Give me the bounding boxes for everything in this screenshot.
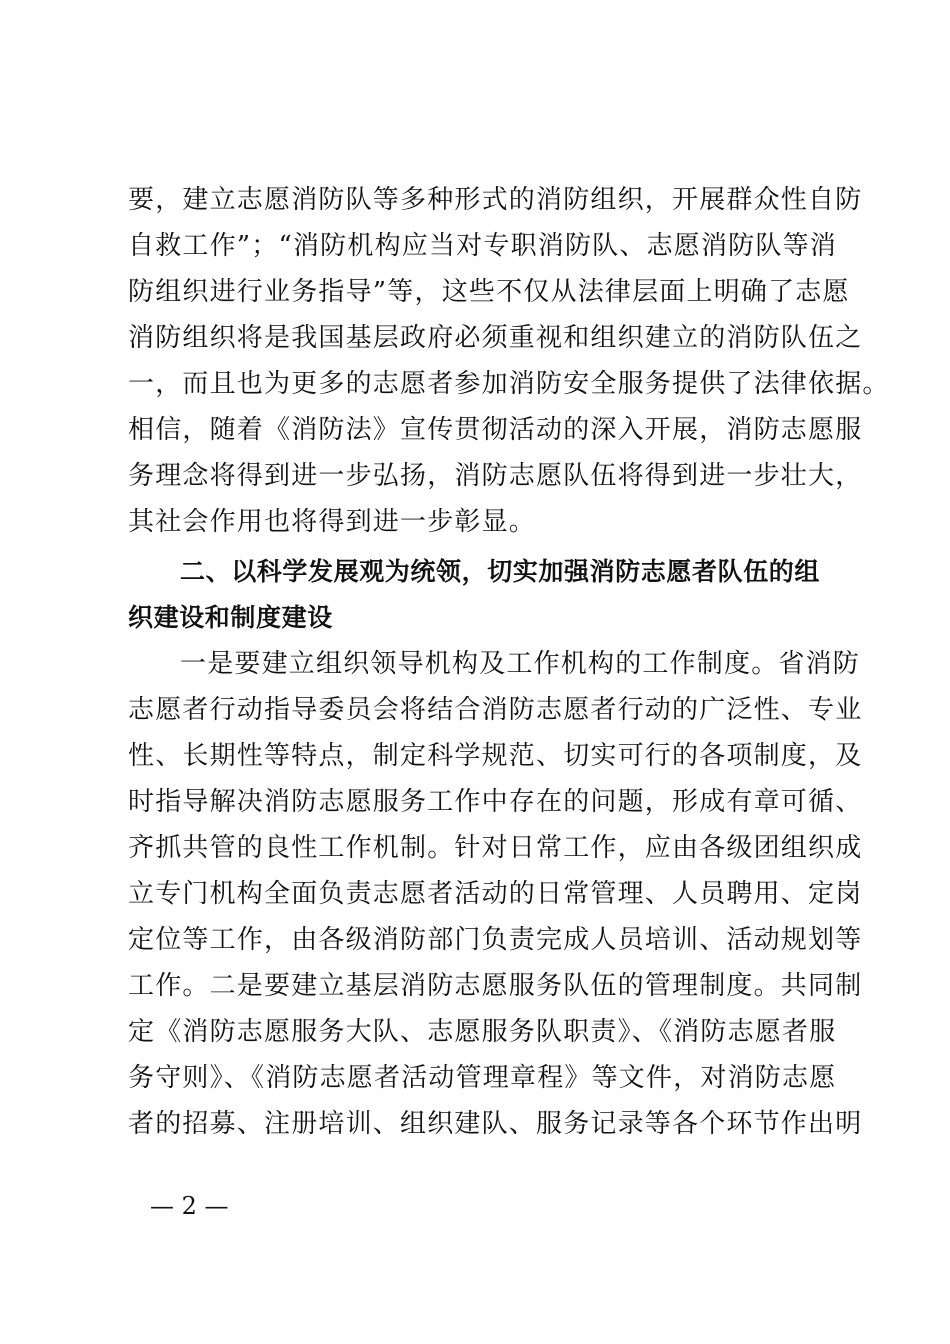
body-text-line: 消防组织将是我国基层政府必须重视和组织建立的消防队伍之 <box>128 323 863 353</box>
section-heading-line: 织建设和制度建设 <box>128 603 333 632</box>
body-text-line: 相信，随着《消防法》宣传贯彻活动的深入开展，消防志愿服 <box>128 415 863 445</box>
section-text-line: 务守则》、《消防志愿者活动管理章程》等文件，对消防志愿 <box>128 1063 837 1093</box>
body-text-line: 自救工作”；“消防机构应当对专职消防队、志愿消防队等消 <box>128 231 837 261</box>
section-heading-line: 二、以科学发展观为统领，切实加强消防志愿者队伍的组 <box>180 557 821 586</box>
section-text-line: 定《消防志愿服务大队、志愿服务队职责》、《消防志愿者服 <box>128 1017 837 1047</box>
body-text-line: 其社会作用也将得到进一步彰显。 <box>128 507 537 537</box>
section-text-line: 时指导解决消防志愿服务工作中存在的问题，形成有章可循、 <box>128 787 863 817</box>
body-text-line: 要，建立志愿消防队等多种形式的消防组织，开展群众性自防 <box>128 185 863 215</box>
section-text-line: 性、长期性等特点，制定科学规范、切实可行的各项制度，及 <box>128 741 863 771</box>
section-text-line: 工作。二是要建立基层消防志愿服务队伍的管理制度。共同制 <box>128 971 863 1001</box>
body-text-line: 务理念将得到进一步弘扬，消防志愿队伍将得到进一步壮大， <box>128 461 863 491</box>
page-number: — 2 — <box>150 1192 229 1220</box>
section-text-line: 志愿者行动指导委员会将结合消防志愿者行动的广泛性、专业 <box>128 695 863 725</box>
body-text-line: 防组织进行业务指导”等，这些不仅从法律层面上明确了志愿 <box>128 277 850 307</box>
section-text-line: 立专门机构全面负责志愿者活动的日常管理、人员聘用、定岗 <box>128 879 863 909</box>
section-text-line: 齐抓共管的良性工作机制。针对日常工作，应由各级团组织成 <box>128 833 863 863</box>
section-text-line: 一是要建立组织领导机构及工作机构的工作制度。省消防 <box>180 649 861 679</box>
body-text-line: 一，而且也为更多的志愿者参加消防安全服务提供了法律依据。 <box>128 369 890 399</box>
section-text-line: 者的招募、注册培训、组织建队、服务记录等各个环节作出明 <box>128 1109 863 1139</box>
section-text-line: 定位等工作，由各级消防部门负责完成人员培训、活动规划等 <box>128 925 863 955</box>
